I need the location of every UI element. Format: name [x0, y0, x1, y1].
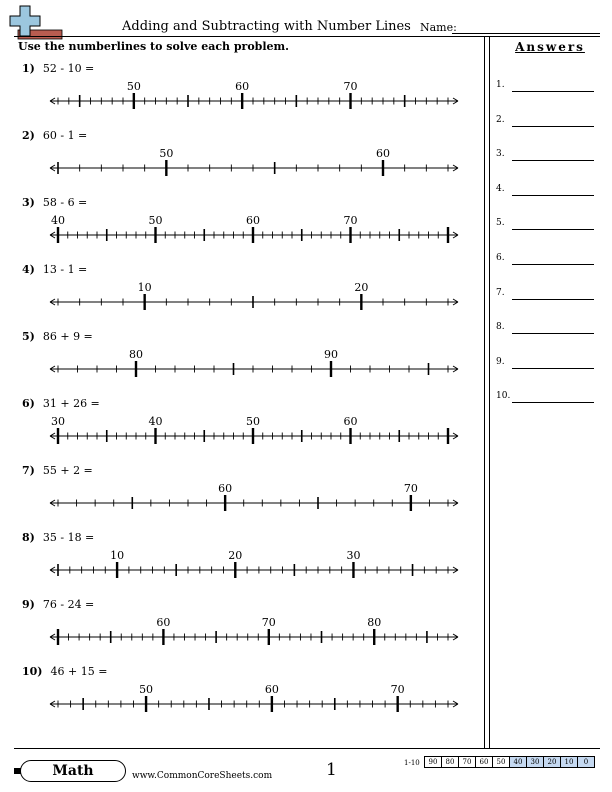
- answer-number: 6.: [496, 253, 505, 263]
- tick-label: 20: [354, 281, 369, 294]
- tick-label: 70: [343, 214, 358, 227]
- problem-number: 1): [22, 62, 35, 75]
- answer-field[interactable]: [512, 126, 594, 127]
- name-label: Name:: [420, 21, 457, 34]
- tick-label: 30: [346, 549, 361, 562]
- tick-label: 40: [148, 415, 163, 428]
- tick-label: 60: [235, 80, 250, 93]
- number-line: [48, 677, 460, 713]
- tick-label: 70: [390, 683, 405, 696]
- number-line: [48, 74, 460, 110]
- problem-number: 10): [22, 665, 43, 678]
- answer-number: 10.: [496, 391, 511, 402]
- answer-row: [496, 184, 596, 198]
- score-cell: 10: [561, 757, 578, 768]
- answer-field[interactable]: [512, 195, 594, 196]
- number-line: [48, 409, 460, 445]
- problem-expression: 31 + 26 =: [42, 397, 100, 410]
- answers-title: Answers: [515, 40, 585, 54]
- answer-number: 2.: [496, 114, 505, 125]
- problem-expression: 13 - 1 =: [42, 263, 88, 276]
- answer-number: 5.: [496, 218, 505, 229]
- answer-field[interactable]: [512, 264, 594, 265]
- column-divider: [484, 36, 485, 748]
- score-cell: 80: [442, 757, 459, 768]
- answer-row: [496, 149, 596, 163]
- tick-label: 50: [126, 80, 141, 93]
- tick-label: 50: [159, 147, 174, 160]
- number-line: [48, 610, 460, 646]
- header-divider: [14, 36, 600, 37]
- instructions: Use the numberlines to solve each problem.: [18, 40, 290, 53]
- score-cell: 50: [493, 757, 510, 768]
- tick-label: 10: [137, 281, 152, 294]
- problem-expression: 55 + 2 =: [42, 464, 93, 477]
- tick-label: 70: [403, 482, 418, 495]
- problem-number: 3): [22, 196, 35, 209]
- footer-divider: [14, 748, 600, 749]
- answer-row: [496, 391, 596, 405]
- problem-expression: 60 - 1 =: [42, 129, 88, 142]
- site-url: www.CommonCoreSheets.com: [132, 771, 273, 781]
- answer-number: 7.: [496, 287, 505, 298]
- answer-field[interactable]: [512, 229, 594, 230]
- answer-row: [496, 288, 596, 302]
- answer-row: [496, 80, 596, 94]
- problem-number: 5): [22, 330, 35, 343]
- number-line: [48, 476, 460, 512]
- problem-number: 9): [22, 598, 35, 611]
- tick-label: 90: [324, 348, 338, 361]
- number-line: [48, 275, 460, 311]
- problem-expression: 58 - 6 =: [42, 196, 88, 209]
- number-line: [48, 141, 460, 177]
- tick-label: 20: [228, 549, 243, 562]
- problem-number: 2): [22, 129, 35, 142]
- problem-number: 6): [22, 397, 35, 410]
- score-cell: 70: [459, 757, 476, 768]
- number-line: [48, 342, 460, 378]
- answer-row: [496, 322, 596, 336]
- answer-field[interactable]: [512, 160, 594, 161]
- answer-field[interactable]: [512, 368, 594, 369]
- answer-field[interactable]: [512, 299, 594, 300]
- tick-label: 60: [264, 683, 279, 696]
- answer-number: 1.: [496, 80, 505, 90]
- tick-label: 70: [343, 80, 358, 93]
- problem-number: 8): [22, 531, 35, 544]
- score-cell: 0: [578, 757, 595, 768]
- tick-label: 60: [218, 482, 233, 495]
- tick-label: 50: [246, 415, 260, 428]
- answer-field[interactable]: [512, 402, 594, 403]
- number-line: [48, 543, 460, 579]
- answer-row: [496, 253, 596, 267]
- answer-field[interactable]: [512, 333, 594, 334]
- problem-number: 7): [22, 464, 35, 477]
- tick-label: 10: [110, 549, 125, 562]
- worksheet-title: Adding and Subtracting with Number Lines: [122, 19, 411, 34]
- name-field[interactable]: [452, 33, 600, 34]
- answer-row: [496, 357, 596, 371]
- answer-number: 3.: [496, 149, 505, 160]
- tick-label: 40: [51, 214, 65, 227]
- score-range-label: 1-10: [404, 759, 420, 767]
- score-cell: 40: [510, 757, 527, 768]
- number-line: [48, 208, 460, 244]
- problem-expression: 76 - 24 =: [42, 598, 95, 611]
- problem-expression: 35 - 18 =: [42, 531, 95, 544]
- tick-label: 30: [51, 415, 65, 428]
- answer-row: [496, 115, 596, 129]
- score-cell: 20: [544, 757, 561, 768]
- answer-number: 8.: [496, 322, 505, 333]
- tick-label: 60: [343, 415, 358, 428]
- tick-label: 70: [261, 616, 276, 629]
- tick-label: 60: [246, 214, 260, 227]
- answer-number: 9.: [496, 356, 505, 367]
- plus-minus-logo-icon: [6, 4, 68, 40]
- tick-label: 80: [367, 616, 382, 629]
- problem-expression: 46 + 15 =: [50, 665, 108, 678]
- tick-label: 50: [139, 683, 154, 696]
- score-cell: 60: [476, 757, 493, 768]
- column-divider: [489, 36, 490, 748]
- score-cell: 30: [527, 757, 544, 768]
- tick-label: 60: [376, 147, 390, 160]
- problem-number: 4): [22, 263, 35, 276]
- tick-label: 60: [156, 616, 171, 629]
- math-badge: Math: [20, 760, 126, 782]
- answer-number: 4.: [496, 183, 505, 194]
- tick-label: 80: [129, 348, 143, 361]
- answer-row: [496, 218, 596, 232]
- answer-field[interactable]: [512, 91, 594, 92]
- problem-expression: 86 + 9 =: [42, 330, 93, 343]
- problem-expression: 52 - 10 =: [42, 62, 95, 75]
- tick-label: 50: [148, 214, 163, 227]
- page-number: 1: [326, 760, 337, 780]
- score-table: [424, 756, 595, 768]
- score-cell: 90: [425, 757, 442, 768]
